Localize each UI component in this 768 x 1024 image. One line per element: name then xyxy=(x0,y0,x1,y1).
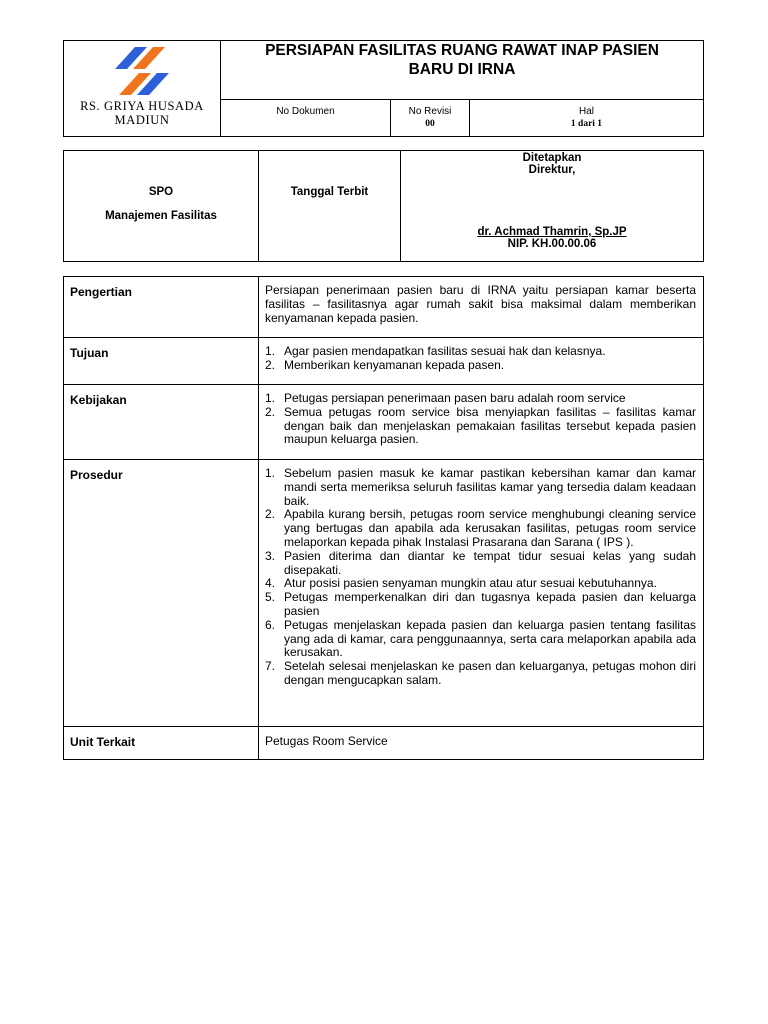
no-dokumen-cell xyxy=(221,100,391,137)
no-revisi-value: 00 xyxy=(425,119,435,129)
prosedur-label: Prosedur xyxy=(64,460,259,727)
no-revisi-label: No Revisi xyxy=(408,106,452,117)
list-item: 4. Atur posisi pasien senyaman mungkin atau atur sesuai kebutuhannya. xyxy=(265,576,657,591)
list-item: 2. Apabila kurang bersih, petugas room service menghubungi cleaning service yang bertugas dan apabila ada kerusakan fasilitas, petugas room service melaporkan kepada pihak Instalasi Prasarana dan Sarana ( IPS ). xyxy=(265,507,696,549)
direktur-label: Direktur, xyxy=(528,164,576,176)
prosedur-list-cell xyxy=(259,460,704,727)
hal-value: 1 dari 1 xyxy=(570,119,603,129)
list-item: 2. Memberikan kenyamanan kepada pasen. xyxy=(265,357,505,372)
spo-category: Manajemen Fasilitas xyxy=(105,210,217,222)
kebijakan-label: Kebijakan xyxy=(64,385,259,460)
list-item: 5. Petugas memperkenalkan diri dan tugasnya kepada pasien dan keluarga pasien xyxy=(265,590,696,618)
row-tujuan xyxy=(64,338,704,385)
row-pengertian xyxy=(64,277,704,338)
hal-label: Hal xyxy=(578,106,594,117)
prosedur-list xyxy=(265,467,696,688)
spo-label: SPO xyxy=(148,186,174,198)
list-item: 1. Agar pasien mendapatkan fasilitas sesuai hak dan kelasnya. xyxy=(265,344,606,358)
document-title-line1: PERSIAPAN FASILITAS RUANG RAWAT INAP PASIEN xyxy=(265,42,659,59)
list-item: 6. Petugas menjelaskan kepada pasien dan keluarga pasien tentang fasilitas yang ada di kamar, cara penggunaannya, serta cara melaporkan apabila ada kerusakan. xyxy=(265,617,696,660)
pengertian-text: Persiapan penerimaan pasien baru di IRNA yaitu persiapan kamar beserta fasilitas – fasilitasnya agar rumah sakit bisa maksimal dalam memberikan kenyamanan kepada pasien. xyxy=(259,277,704,338)
document-title xyxy=(221,41,704,100)
unit-terkait-text: Petugas Room Service xyxy=(259,727,704,760)
list-item: 2. Semua petugas room service bisa menyiapkan fasilitas – fasilitas kamar dengan baik dan menjelaskan pemakaian fasilitas tersebut kepada pasien maupun keluarga pasien. xyxy=(265,404,696,447)
hospital-name-line1: RS. GRIYA HUSADA xyxy=(80,99,204,113)
approval-cell xyxy=(401,151,704,262)
document-header xyxy=(63,40,704,137)
hospital-name-line2: MADIUN xyxy=(114,113,170,127)
tujuan-label: Tujuan xyxy=(64,338,259,385)
spo-content-table xyxy=(63,276,704,760)
kebijakan-list-cell xyxy=(259,385,704,460)
pengertian-label: Pengertian xyxy=(64,277,259,338)
kebijakan-list xyxy=(265,392,696,447)
hal-cell xyxy=(470,100,704,137)
row-prosedur xyxy=(64,460,704,727)
unit-terkait-label: Unit Terkait xyxy=(64,727,259,760)
list-item: 3. Pasien diterima dan diantar ke tempat tidur sesuai kelas yang sudah disepakati. xyxy=(265,548,696,577)
tujuan-list-cell xyxy=(259,338,704,385)
list-item: 7. Setelah selesai menjelaskan ke pasen dan keluarganya, petugas mohon diri dengan mengucapkan salam. xyxy=(265,659,696,687)
no-revisi-cell xyxy=(391,100,470,137)
signer-name: dr. Achmad Thamrin, Sp.JP xyxy=(477,226,627,238)
hospital-name xyxy=(64,99,220,127)
signer-nip: NIP. KH.00.00.06 xyxy=(507,238,597,250)
tanggal-terbit-cell xyxy=(259,151,401,262)
document-title-line2: BARU DI IRNA xyxy=(408,61,516,78)
row-kebijakan xyxy=(64,385,704,460)
row-unit-terkait xyxy=(64,727,704,760)
hospital-logo-icon xyxy=(115,47,169,95)
tujuan-list xyxy=(265,345,696,373)
no-dokumen-label: No Dokumen xyxy=(276,106,335,117)
list-item: 1. Petugas persiapan penerimaan pasen baru adalah room service xyxy=(265,391,626,405)
hospital-identity xyxy=(64,41,221,137)
spo-block xyxy=(63,150,704,262)
list-item: 1. Sebelum pasien masuk ke kamar pastikan kebersihan kamar dan kamar mandi serta memeriksa seluruh fasilitas kamar yang tersedia dalam keadaan baik. xyxy=(265,466,696,508)
spo-cell xyxy=(64,151,259,262)
ditetapkan-label: Ditetapkan xyxy=(522,152,582,164)
tanggal-terbit-label: Tanggal Terbit xyxy=(290,186,369,198)
